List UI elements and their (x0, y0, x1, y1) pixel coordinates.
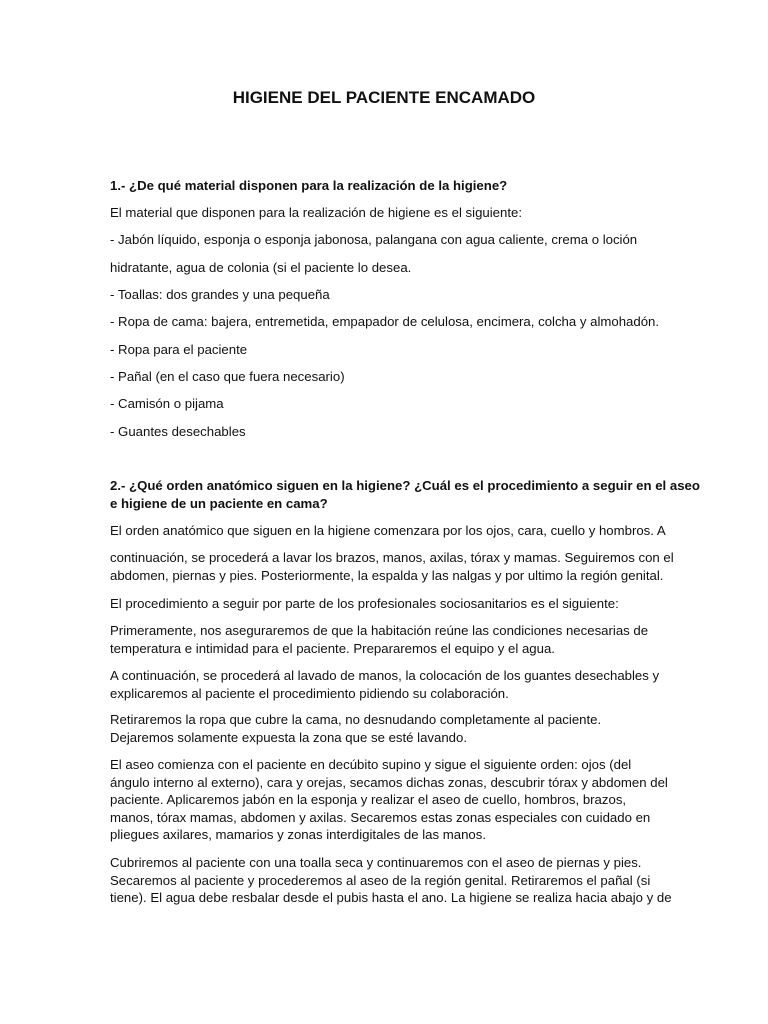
paragraph-order: El orden anatómico que siguen en la higiene comenzara por los ojos, cara, cuello y hombros. A (110, 523, 666, 538)
paragraph-step-3-line-1: Retiraremos la ropa que cubre la cama, no desnudando completamente al paciente. (110, 712, 602, 727)
question-1: 1.- ¿De qué material disponen para la realización de la higiene? (110, 178, 508, 193)
material-item-2: - Toallas: dos grandes y una pequeña (110, 287, 330, 302)
paragraph-step-5 (110, 854, 672, 907)
paragraph-step-4-line-4: manos, tórax mamas, abdomen y axilas. Secaremos estas zonas especiales con cuidado en (110, 809, 651, 825)
material-item-5: - Pañal (en el caso que fuera necesario) (110, 369, 345, 384)
paragraph-step-3-line-2: Dejaremos solamente expuesta la zona que se esté lavando. (110, 729, 468, 745)
paragraph-step-2 (110, 667, 665, 702)
material-item-7: - Guantes desechables (110, 424, 246, 439)
paragraph-step-3 (110, 711, 665, 746)
paragraph-step-1-line-2: temperatura e intimidad para el paciente. Prepararemos el equipo y el agua. (110, 640, 555, 656)
paragraph-procedure-intro: El procedimiento a seguir por parte de los profesionales sociosanitarios es el siguiente: (110, 596, 619, 611)
paragraph-step-5-line-2: Secaremos al paciente y procederemos al aseo de la región genital. Retiraremos el pañal (si (110, 872, 651, 888)
material-item-1: - Jabón líquido, esponja o esponja jabonosa, palangana con agua caliente, crema o loción (110, 232, 638, 247)
material-item-1-cont: hidratante, agua de colonia (si el paciente lo desea. (110, 260, 412, 275)
question-2 (110, 477, 700, 512)
paragraph-step-4 (110, 756, 668, 844)
paragraph-order-cont-line-1: continuación, se procederá a lavar los brazos, manos, axilas, tórax y mamas. Seguiremos con el (110, 550, 674, 565)
document-title: HIGIENE DEL PACIENTE ENCAMADO (232, 88, 536, 107)
question-2-line-2: e higiene de un paciente en cama? (110, 495, 328, 511)
material-item-3: - Ropa de cama: bajera, entremetida, empapador de celulosa, encimera, colcha y almohadón. (110, 314, 660, 329)
paragraph-step-2-line-1: A continuación, se procederá al lavado de manos, la colocación de los guantes desechables y (110, 668, 660, 683)
paragraph-order-cont-line-2: abdomen, piernas y pies. Posteriormente, la espalda y las nalgas y por ultimo la región genital. (110, 567, 664, 583)
section1-intro: El material que disponen para la realización de higiene es el siguiente: (110, 205, 523, 220)
paragraph-step-5-line-1: Cubriremos al paciente con una toalla seca y continuaremos con el aseo de piernas y pies. (110, 855, 642, 870)
paragraph-step-1 (110, 622, 665, 657)
paragraph-step-4-line-3: paciente. Aplicaremos jabón en la esponja y realizar el aseo de cuello, hombros, brazos, (110, 792, 627, 807)
material-item-4: - Ropa para el paciente (110, 342, 248, 357)
paragraph-step-5-line-3: tiene). El agua debe resbalar desde el pubis hasta el ano. La higiene se realiza hacia abajo y de (110, 890, 672, 905)
paragraph-step-1-line-1: Primeramente, nos aseguraremos de que la habitación reúne las condiciones necesarias de (110, 623, 649, 638)
material-item-6: - Camisón o pijama (110, 396, 224, 411)
question-2-line-1: 2.- ¿Qué orden anatómico siguen en la higiene? ¿Cuál es el procedimiento a seguir en el aseo (110, 478, 700, 493)
paragraph-step-4-line-1: El aseo comienza con el paciente en decúbito supino y sigue el siguiente orden: ojos (del (110, 757, 632, 772)
paragraph-step-2-line-2: explicaremos al paciente el procedimiento pidiendo su colaboración. (110, 685, 509, 701)
paragraph-step-4-line-5: pliegues axilares, mamarios y zonas interdigitales de las manos. (110, 827, 487, 842)
paragraph-order-cont (110, 549, 674, 584)
paragraph-step-4-line-2: ángulo interno al externo), cara y orejas, secamos dichas zonas, descubrir tórax y abdomen del (110, 774, 668, 790)
